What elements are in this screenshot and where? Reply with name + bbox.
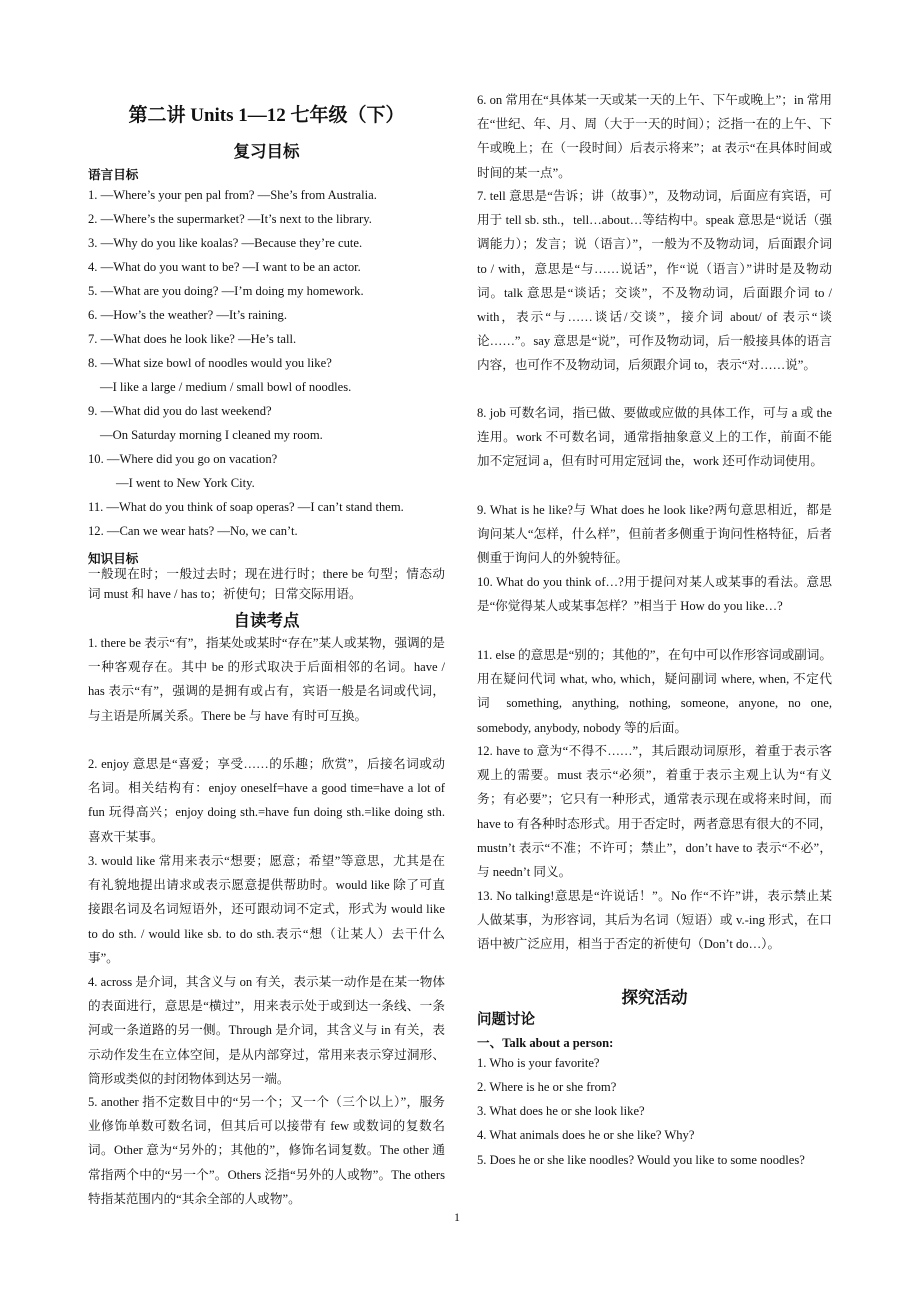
explore-activities-heading: 探究活动 [621,988,688,1007]
self-study-heading: 自读考点 [233,611,300,630]
point-11: 11. else 的意思是“别的；其他的”，在句中可以作形容词或副词。用在疑问代词 what, who, which，疑问副词 where, when, 不定代词 something, anything, nothing, someone, anyone, no one, somebody, anybody, nobody 等的后面。 [477,648,832,735]
question-line: 4. What animals does he or she like? Why? [477,1128,695,1142]
dialogue-line: 2. —Where’s the supermarket? —It’s next to the library. [88,212,372,226]
point-4: 4. across 是介词，其含义与 on 有关，表示某一动作是在某一物体的表面进行，意思是“横过”，用来表示处于或到达一条线、一条河或一条道路的另一侧。Through 是介词，其含义与 in 有关，表示动作发生在立体空间，是从内部穿过，常用来表示穿过洞形、筒形或类似的封闭物体到达另一端。 [88,975,445,1086]
page-title: 第二讲 Units 1—12 七年级（下） [128,105,405,126]
question-line: 2. Where is he or she from? [477,1080,617,1094]
language-goals-label: 语言目标 [88,168,139,182]
point-10: 10. What do you think of…?用于提问对某人或某事的看法。意思是“你觉得某人或某事怎样？”相当于 How do you like…? [477,575,832,614]
point-1: 1. there be 表示“有”，指某处或某时“存在”某人或某物，强调的是一种客观存在。其中 be 的形式取决于后面相邻的名词。have / has 表示“有”，强调的是拥有或占有，宾语一般是名词或代词，与主语是所属关系。There be 与 have 有时可互换。 [88,636,445,723]
talk-heading: 一、Talk about a person: [477,1036,614,1050]
review-goals-heading: 复习目标 [233,142,300,161]
point-3: 3. would like 常用来表示“想要；愿意；希望”等意思，尤其是在有礼貌地提出请求或表示愿意提供帮助时。would like 除了可直接跟名词及名词短语外，还可跟动词不定式，形式为 would like to do sth. / would like sb. to do sth.表示“想（让某人）去干什么事”。 [88,854,445,965]
point-13: 13. No talking!意思是“许说话！”。No 作“不许”讲，表示禁止某人做某事，为形容词，其后为名词（短语）或 v.-ing 形式，在口语中被广泛应用，相当于否定的祈使句（Don’t do…）。 [477,889,832,952]
dialogue-line: 8. —What size bowl of noodles would you like? [88,356,332,370]
point-6: 6. on 常用在“具体某一天或某一天的上午、下午或晚上”；in 常用在“世纪、年、月、周（大于一天的时间）；泛指一在的上午、下午或晚上；在（一段时间）后表示将来”；at 表示“在具体时间或时间的某一点”。 [477,93,832,180]
dialogue-line: 4. —What do you want to be? —I want to be an actor. [88,260,361,274]
question-line: 3. What does he or she look like? [477,1104,645,1118]
point-5: 5. another 指不定数目中的“另一个；又一个（三个以上）”，服务业修饰单数可数名词，但其后可以接带有 few 或数词的复数名词。Other 意为“另外的；其他的”，修饰名词复数。The other 通常指两个中的“另一个”。Others 泛指“另外的人或物”。The others 特指某范围内的“其余全部的人或物”。 [88,1095,445,1206]
question-line: 1. Who is your favorite? [477,1056,600,1070]
point-9: 9. What is he like?与 What does he look like?两句意思相近，都是询问某人“怎样，什么样”，但前者多侧重于询问性格特征，后者侧重于询问人的外貌特征。 [477,503,832,566]
dialogue-line: —On Saturday morning I cleaned my room. [100,428,323,442]
point-7: 7. tell 意思是“告诉；讲（故事）”，及物动词，后面应有宾语，可用于 tell sb. sth.，tell…about…等结构中。speak 意思是“说话（强调能力）；发言；说（语言）”，一般为不及物动词，后面跟介词 to / with，意思是“与……说话”，作“说（语言）”讲时是及物动词。talk 意思是“谈话；交谈”，不及物动词，后面跟介词 to / with，表示“与……谈话/交谈”，接介词 about/ of 表示“谈论……”。say 意思是“说”，可作及物动词，后一般接具体的语言内容，也可作不及物动词，后须跟介词 to，表示“对……说”。 [477,189,832,373]
knowledge-goals-text: 一般现在时；一般过去时；现在进行时；there be 句型；情态动词 must 和 have / has to；祈使句；日常交际用语。 [88,567,445,601]
dialogue-line: 12. —Can we wear hats? —No, we can’t. [88,524,298,538]
dialogue-line: 6. —How’s the weather? —It’s raining. [88,308,288,322]
point-8: 8. job 可数名词，指已做、要做或应做的具体工作，可与 a 或 the 连用。work 不可数名词，通常指抽象意义上的工作，前面不能加不定冠词 a，但有时可用定冠词 the，work 还可作动词使用。 [477,406,832,469]
question-line: 5. Does he or she like noodles? Would you like to some noodles? [477,1153,805,1167]
dialogue-line: 10. —Where did you go on vacation? [88,452,278,466]
dialogue-line: 5. —What are you doing? —I’m doing my homework. [88,284,364,298]
point-2: 2. enjoy 意思是“喜爱；享受……的乐趣；欣赏”，后接名词或动名词。相关结构有：enjoy oneself=have a good time=have a lot of fun 玩得高兴；enjoy doing sth.=have fun doing sth.=like doing sth.喜欢干某事。 [88,757,445,844]
page-number: 1 [454,1210,460,1224]
dialogue-line: 1. —Where’s your pen pal from? —She’s from Australia. [88,188,377,202]
point-12: 12. have to 意为“不得不……”，其后跟动词原形，着重于表示客观上的需要。must 表示“必须”，着重于表示主观上认为“有义务；有必要”；它只有一种形式，通常表示现在或将来时间，而 have to 有各种时态形式。用于否定时，两者意思有很大的不同，mustn’t 表示“不准；不许可；禁止”，don’t have to 表示“不必”，与 needn’t 同义。 [477,744,832,880]
dialogue-line: 3. —Why do you like koalas? —Because they’re cute. [88,236,363,250]
dialogue-line: 9. —What did you do last weekend? [88,404,272,418]
discussion-label: 问题讨论 [477,1012,535,1028]
dialogue-line: —I like a large / medium / small bowl of noodles. [100,380,352,394]
dialogue-line: 7. —What does he look like? —He’s tall. [88,332,297,346]
knowledge-goals-label: 知识目标 [88,552,139,566]
dialogue-line: —I went to New York City. [116,476,255,490]
dialogue-line: 11. —What do you think of soap operas? —I can’t stand them. [88,500,404,514]
